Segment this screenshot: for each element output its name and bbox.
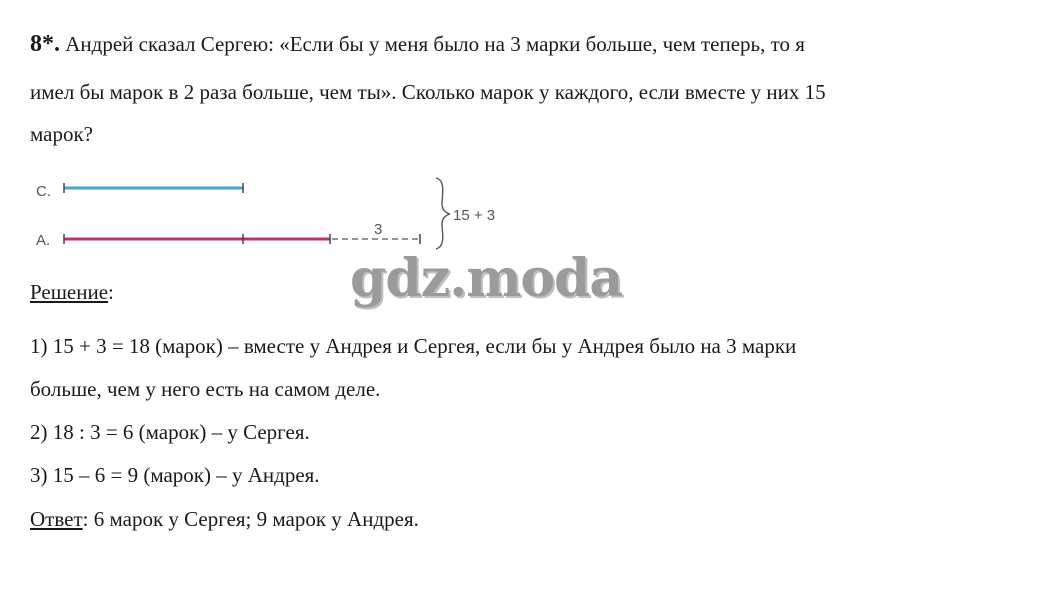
brace	[436, 178, 450, 249]
solution-heading-colon: :	[108, 280, 114, 304]
problem-text-1: Андрей сказал Сергею: «Если бы у меня было на 3 марки больше, чем теперь, то я	[65, 32, 805, 56]
problem-line-2: имел бы марок в 2 раза больше, чем ты». Сколько марок у каждого, если вместе у них 15	[30, 80, 826, 104]
answer-line	[30, 506, 419, 532]
solution-step-3: 3) 15 – 6 = 9 (марок) – у Андрея.	[30, 463, 320, 487]
problem-line-3: марок?	[30, 122, 93, 146]
solution-heading: Решение	[30, 280, 109, 304]
label-sergey: С.	[36, 183, 51, 200]
brace-label: 15 + 3	[453, 207, 496, 224]
gap-label: 3	[374, 221, 383, 238]
watermark: gdz.moda	[350, 248, 623, 309]
solution-step-1b: больше, чем у него есть на самом деле.	[30, 377, 381, 401]
solution-step-2: 2) 18 : 3 = 6 (марок) – у Сергея.	[30, 420, 310, 444]
answer-text: : 6 марок у Сергея; 9 марок у Андрея.	[82, 507, 419, 531]
label-andrey: А.	[36, 232, 51, 249]
answer-label: Ответ	[30, 507, 83, 531]
problem-number: 8*.	[30, 31, 60, 57]
solution-heading-line	[30, 279, 114, 305]
solution-step-1a: 1) 15 + 3 = 18 (марок) – вместе у Андрея и Сергея, если бы у Андрея было на 3 марки	[30, 334, 797, 358]
